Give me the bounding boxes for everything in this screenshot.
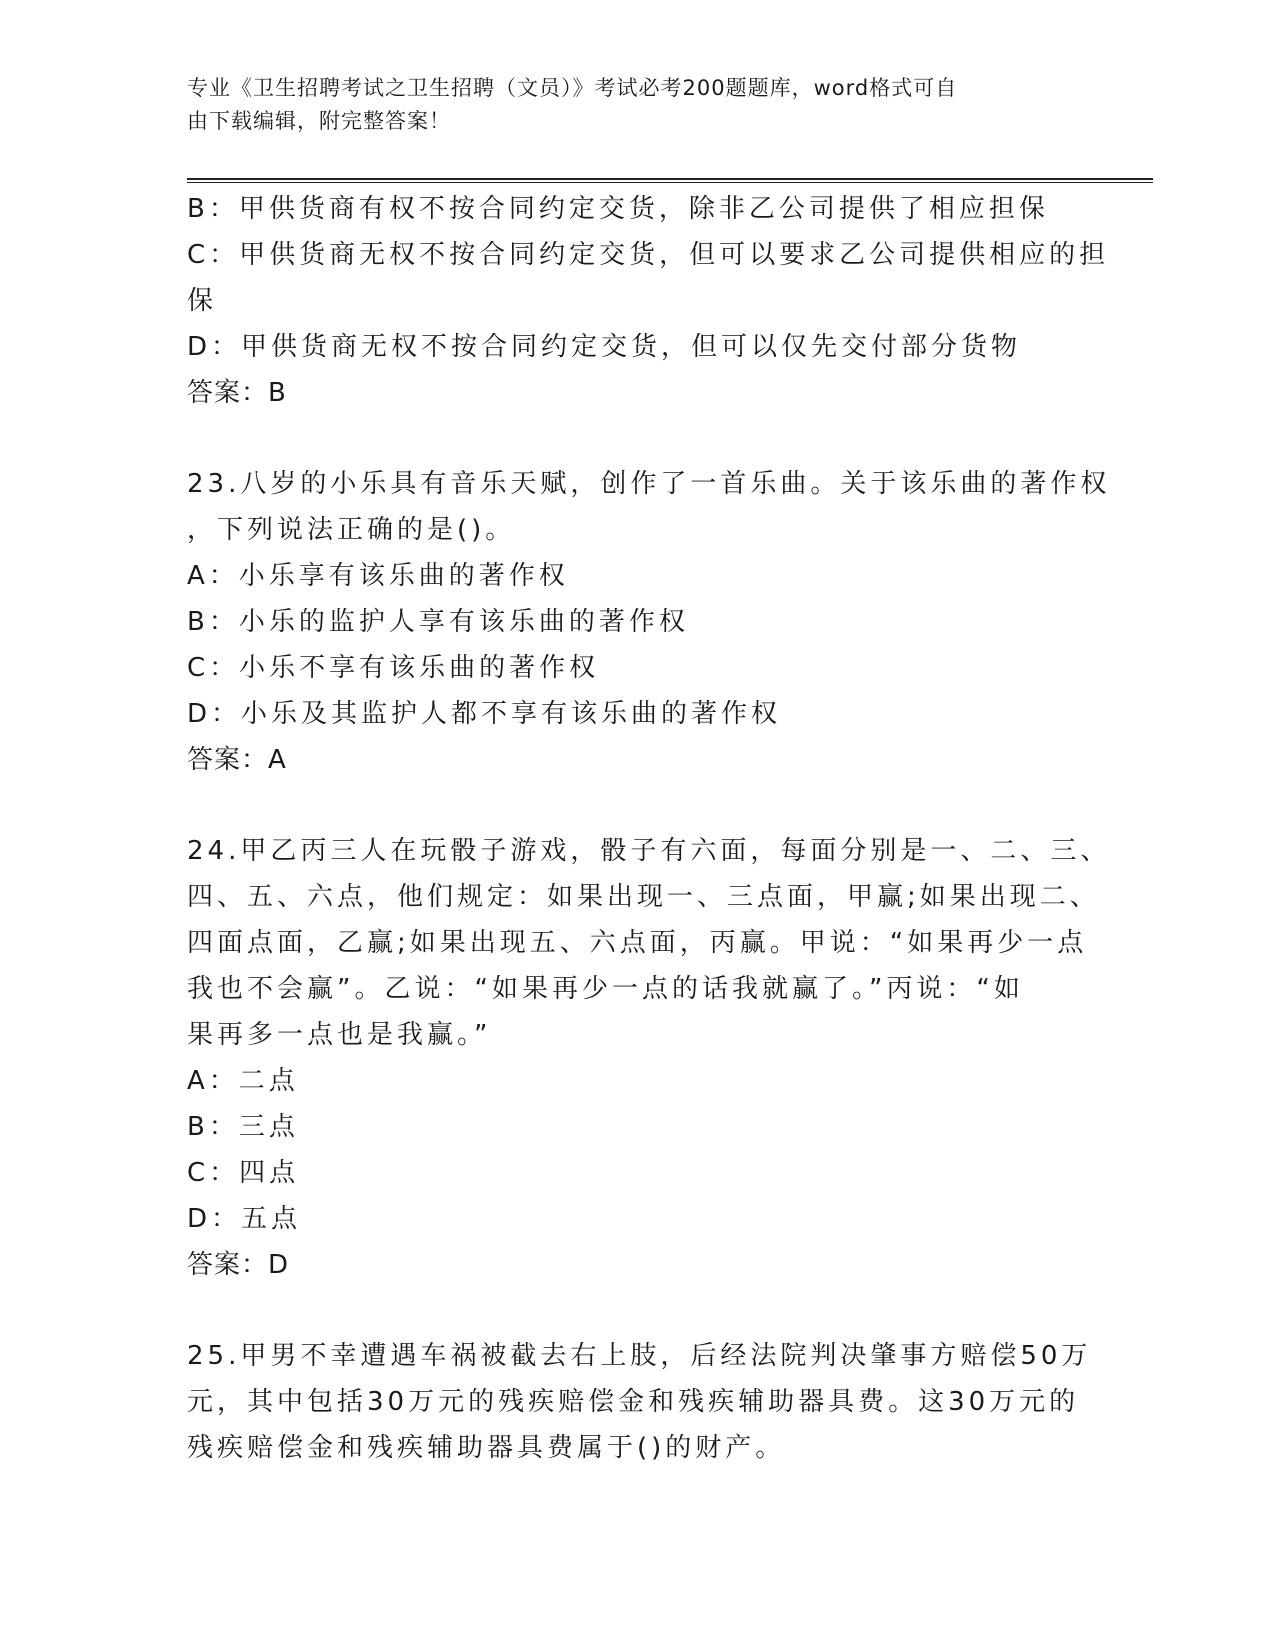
spacer (187, 1288, 1077, 1333)
question-stem: 四、五、六点，他们规定：如果出现一、三点面，甲赢;如果出现二、 (187, 882, 1100, 912)
question-stem: 我也不会赢”。乙说：“如果再少一点的话我就赢了。”丙说：“如 (187, 974, 1024, 1004)
question-23 (187, 461, 1111, 783)
answer: 答案：D (187, 1250, 290, 1280)
option-c: C：四点 (187, 1158, 300, 1188)
spacer (187, 416, 1077, 461)
header-line-2: 由下载编辑，附完整答案！ (187, 109, 451, 133)
option-a: A：小乐享有该乐曲的著作权 (187, 561, 569, 591)
option-c: C：小乐不享有该乐曲的著作权 (187, 653, 600, 683)
option-b: B：三点 (187, 1112, 299, 1142)
option-c: C：甲供货商无权不按合同约定交货，但可以要求乙公司提供相应的担 (187, 240, 1110, 270)
question-24 (187, 828, 1111, 1288)
question-stem: 残疾赔偿金和残疾辅助器具费属于()的财产。 (187, 1433, 786, 1463)
question-stem: 元，其中包括30万元的残疾赔偿金和残疾辅助器具费。这30万元的 (187, 1387, 1080, 1417)
answer: 答案：A (187, 745, 287, 775)
answer: 答案：B (187, 378, 287, 408)
question-25 (187, 1333, 1092, 1471)
option-c-continued: 保 (187, 286, 218, 316)
option-b: B：甲供货商有权不按合同约定交货，除非乙公司提供了相应担保 (187, 194, 1049, 224)
question-stem: 果再多一点也是我赢。” (187, 1020, 492, 1050)
question-stem: ，下列说法正确的是()。 (187, 515, 516, 545)
header-divider (187, 178, 1153, 183)
option-d: D：小乐及其监护人都不享有该乐曲的著作权 (187, 699, 782, 729)
option-b: B：小乐的监护人享有该乐曲的著作权 (187, 607, 689, 637)
question-stem: 23.八岁的小乐具有音乐天赋，创作了一首乐曲。关于该乐曲的著作权 (187, 469, 1111, 499)
page-header (187, 72, 1067, 138)
spacer (187, 783, 1077, 828)
question-content (187, 186, 1111, 1471)
question-stem: 25.甲男不幸遭遇车祸被截去右上肢，后经法院判决肇事方赔偿50万 (187, 1341, 1092, 1371)
header-line-1: 专业《卫生招聘考试之卫生招聘（文员）》考试必考200题题库，word格式可自 (187, 76, 958, 100)
question-22-tail (187, 186, 1110, 416)
question-stem: 四面点面，乙赢;如果出现五、六点面，丙赢。甲说：“如果再少一点 (187, 928, 1088, 958)
question-stem: 24.甲乙丙三人在玩骰子游戏，骰子有六面，每面分别是一、二、三、 (187, 836, 1111, 866)
option-d: D：甲供货商无权不按合同约定交货，但可以仅先交付部分货物 (187, 332, 1022, 362)
option-d: D：五点 (187, 1204, 302, 1234)
option-a: A：二点 (187, 1066, 299, 1096)
